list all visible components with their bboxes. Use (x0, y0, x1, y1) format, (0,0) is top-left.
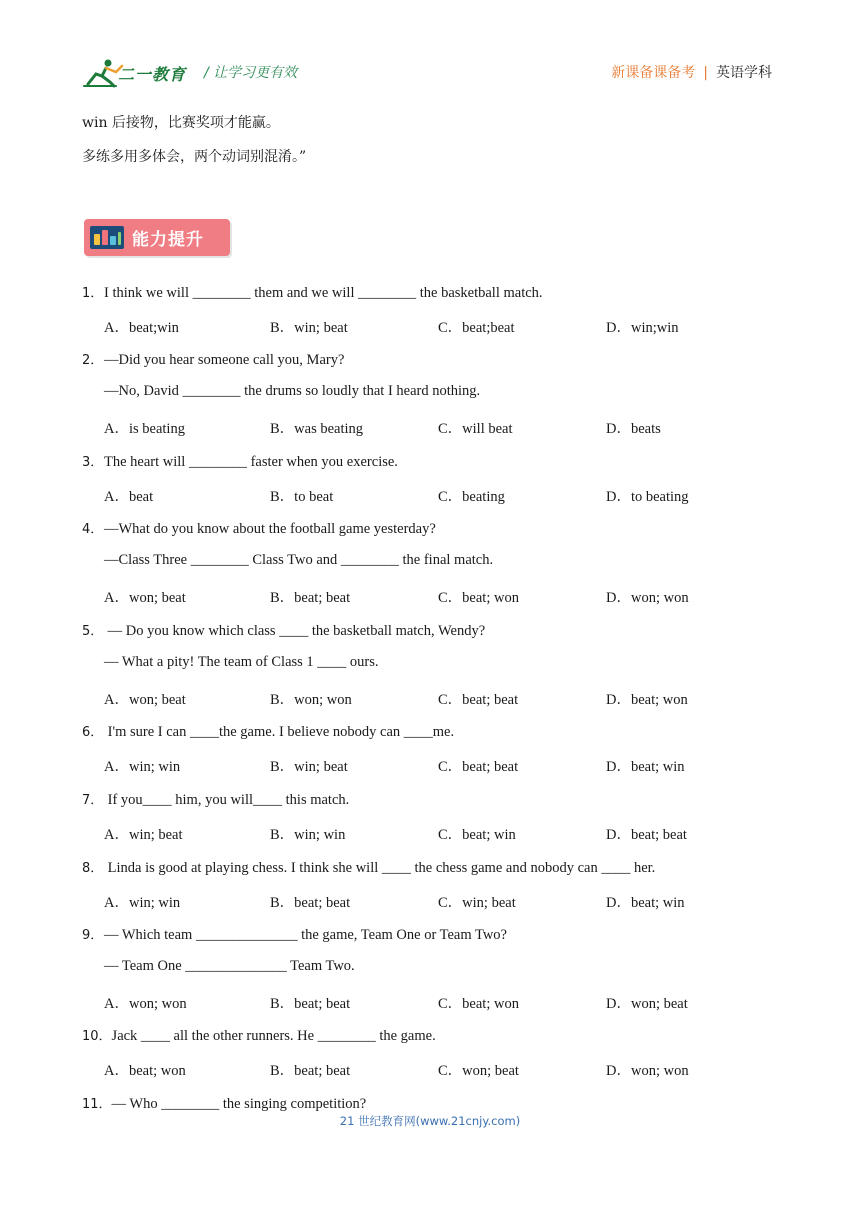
question-7 (82, 789, 349, 809)
logo-text: 二一教育 (118, 65, 187, 84)
question-6 (82, 721, 454, 741)
option-c[interactable]: C．beat; won (438, 996, 519, 1012)
option-c[interactable]: C．beat; win (438, 827, 516, 843)
option-c[interactable]: C．win; beat (438, 895, 516, 911)
question-number: 5． (82, 624, 104, 639)
section-title: 能力提升 (132, 230, 204, 250)
question-10 (82, 1025, 436, 1045)
option-a[interactable]: A．beat; won (104, 1063, 186, 1079)
question-stem: Jack ____ all the other runners. He ________ the game. (111, 1028, 436, 1044)
question-number: 1． (82, 286, 104, 301)
intro-line-2: 多练多用多体会，两个动词别混淆。” (82, 149, 307, 165)
header-right (611, 62, 772, 82)
question-stem: I think we will ________ them and we will ________ the basketball match. (104, 285, 543, 301)
question-stem: —Did you hear someone call you, Mary? (104, 352, 345, 368)
option-b[interactable]: B．to beat (270, 489, 334, 505)
option-b[interactable]: B．won; won (270, 692, 352, 708)
option-a[interactable]: A．win; win (104, 895, 181, 911)
option-c[interactable]: C．will beat (438, 421, 513, 437)
question-stem: The heart will ________ faster when you exercise. (104, 454, 398, 470)
question-subline: — What a pity! The team of Class 1 ____ ours. (104, 654, 379, 670)
question-number: 8． (82, 861, 104, 876)
option-c[interactable]: C．won; beat (438, 1063, 519, 1079)
option-a[interactable]: A．won; beat (104, 692, 186, 708)
option-d[interactable]: D．win;win (606, 320, 679, 336)
option-d[interactable]: D．to beating (606, 489, 689, 505)
header-slogan: / 让学习更有效 (204, 65, 298, 81)
option-a[interactable]: A．beat;win (104, 320, 179, 336)
question-stem: — Do you know which class ____ the basketball match, Wendy? (104, 623, 486, 639)
question-5 (82, 620, 485, 640)
question-subline: — Team One ______________ Team Two. (104, 958, 355, 974)
question-number: 3． (82, 455, 104, 470)
intro-line-1: win 后接物，比赛奖项才能赢。 (82, 115, 280, 131)
option-b[interactable]: B．beat; beat (270, 996, 351, 1012)
header-subject-label: 英语学科 (716, 65, 772, 81)
question-subline: —Class Three ________ Class Two and ________ the final match. (104, 552, 494, 568)
option-a[interactable]: A．win; win (104, 759, 181, 775)
question-subline: —No, David ________ the drums so loudly that I heard nothing. (104, 383, 481, 399)
question-2 (82, 349, 344, 369)
option-c[interactable]: C．beat; beat (438, 692, 519, 708)
question-stem: I'm sure I can ____the game. I believe nobody can ____me. (104, 724, 455, 740)
option-a[interactable]: A．won; won (104, 996, 187, 1012)
question-stem: — Who ________ the singing competition? (111, 1096, 367, 1112)
question-number: 4． (82, 522, 104, 537)
question-number: 9． (82, 928, 104, 943)
option-b[interactable]: B．win; beat (270, 759, 348, 775)
header-separator: | (703, 65, 708, 81)
question-number: 7． (82, 793, 104, 808)
question-stem: —What do you know about the football game yesterday? (104, 521, 436, 537)
question-3 (82, 451, 398, 471)
option-d[interactable]: D．won; won (606, 590, 689, 606)
question-1 (82, 282, 543, 302)
chart-icon (90, 226, 124, 249)
question-11 (82, 1093, 366, 1113)
page-footer[interactable]: 21 世纪教育网(www.21cnjy.com) (339, 1114, 521, 1128)
option-d[interactable]: D．beat; win (606, 759, 685, 775)
option-d[interactable]: D．won; won (606, 1063, 689, 1079)
option-b[interactable]: B．win; beat (270, 320, 348, 336)
question-8 (82, 857, 655, 877)
option-a[interactable]: A．won; beat (104, 590, 186, 606)
option-d[interactable]: D．beats (606, 421, 661, 437)
question-9 (82, 924, 507, 944)
option-c[interactable]: C．beating (438, 489, 505, 505)
option-b[interactable]: B．beat; beat (270, 1063, 351, 1079)
option-c[interactable]: C．beat; beat (438, 759, 519, 775)
question-number: 2． (82, 353, 104, 368)
option-b[interactable]: B．win; win (270, 827, 346, 843)
page-header (0, 0, 860, 100)
option-d[interactable]: D．won; beat (606, 996, 688, 1012)
question-stem: If you____ him, you will____ this match. (104, 792, 350, 808)
option-a[interactable]: A．win; beat (104, 827, 183, 843)
option-c[interactable]: C．beat; won (438, 590, 519, 606)
section-banner (84, 219, 230, 256)
option-d[interactable]: D．beat; win (606, 895, 685, 911)
question-number: 10． (82, 1029, 112, 1044)
option-c[interactable]: C．beat;beat (438, 320, 515, 336)
question-stem: — Which team ______________ the game, Team One or Team Two? (104, 927, 507, 943)
option-b[interactable]: B．beat; beat (270, 590, 351, 606)
option-d[interactable]: D．beat; beat (606, 827, 687, 843)
option-d[interactable]: D．beat; won (606, 692, 688, 708)
question-number: 6． (82, 725, 104, 740)
header-course-label: 新课备课备考 (611, 65, 696, 81)
option-b[interactable]: B．was beating (270, 421, 364, 437)
question-4 (82, 518, 436, 538)
option-b[interactable]: B．beat; beat (270, 895, 351, 911)
question-stem: Linda is good at playing chess. I think she will ____ the chess game and nobody can ____ her. (104, 860, 656, 876)
question-number: 11． (82, 1097, 112, 1112)
option-a[interactable]: A．is beating (104, 421, 185, 437)
option-a[interactable]: A．beat (104, 489, 154, 505)
